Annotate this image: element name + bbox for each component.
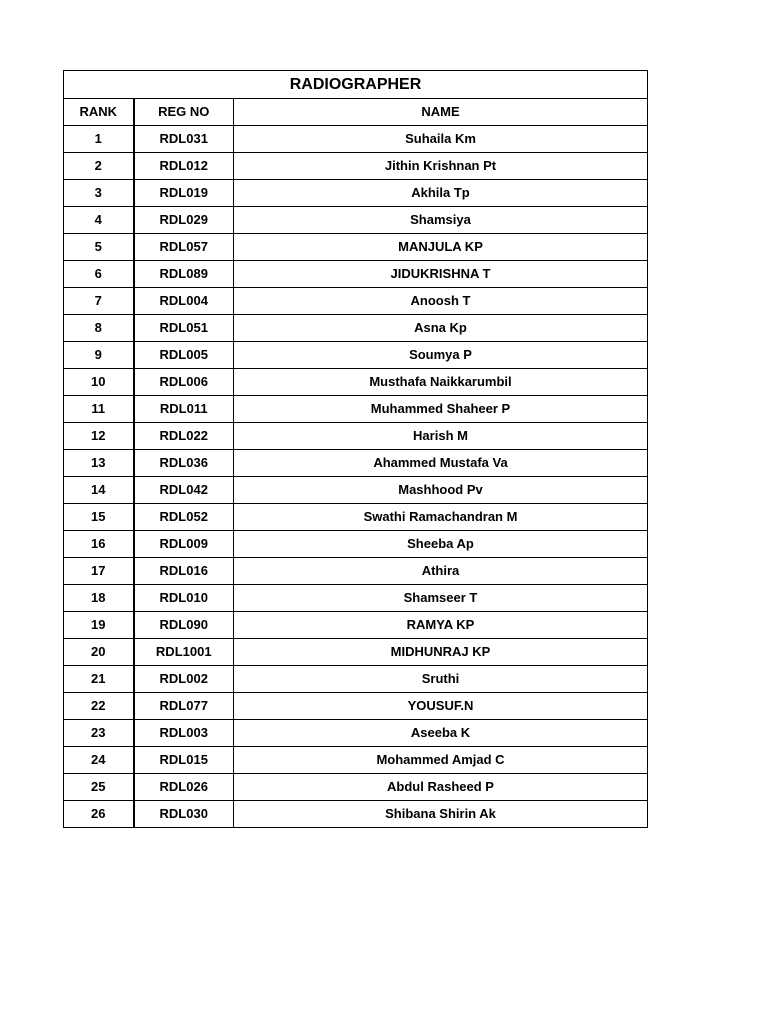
name-cell: Shamseer T: [234, 585, 648, 612]
rank-cell: 10: [64, 369, 134, 396]
reg-no-cell: RDL036: [134, 450, 234, 477]
reg-no-cell: RDL015: [134, 747, 234, 774]
reg-no-cell: RDL006: [134, 369, 234, 396]
reg-no-cell: RDL003: [134, 720, 234, 747]
name-cell: Aseeba K: [234, 720, 648, 747]
name-cell: MANJULA KP: [234, 234, 648, 261]
reg-no-cell: RDL089: [134, 261, 234, 288]
reg-no-cell: RDL042: [134, 477, 234, 504]
table-row: [64, 801, 648, 828]
rank-cell: 5: [64, 234, 134, 261]
reg-no-cell: RDL052: [134, 504, 234, 531]
reg-no-cell: RDL051: [134, 315, 234, 342]
rank-cell: 4: [64, 207, 134, 234]
table-row: [64, 180, 648, 207]
reg-no-cell: RDL010: [134, 585, 234, 612]
rank-cell: 22: [64, 693, 134, 720]
reg-no-cell: RDL019: [134, 180, 234, 207]
rank-cell: 25: [64, 774, 134, 801]
table-row: [64, 396, 648, 423]
reg-no-cell: RDL002: [134, 666, 234, 693]
rank-cell: 6: [64, 261, 134, 288]
rank-cell: 18: [64, 585, 134, 612]
table-row: [64, 639, 648, 666]
reg-no-cell: RDL005: [134, 342, 234, 369]
rank-cell: 26: [64, 801, 134, 828]
table-row: [64, 693, 648, 720]
name-cell: Asna Kp: [234, 315, 648, 342]
rank-cell: 12: [64, 423, 134, 450]
table-row: [64, 261, 648, 288]
name-cell: Harish M: [234, 423, 648, 450]
table-row: [64, 531, 648, 558]
name-cell: Swathi Ramachandran M: [234, 504, 648, 531]
table-title: RADIOGRAPHER: [64, 71, 648, 99]
rank-cell: 13: [64, 450, 134, 477]
table-row: [64, 153, 648, 180]
table-row: [64, 774, 648, 801]
reg-no-cell: RDL016: [134, 558, 234, 585]
table-row: [64, 342, 648, 369]
table-row: [64, 612, 648, 639]
reg-no-cell: RDL077: [134, 693, 234, 720]
reg-no-cell: RDL031: [134, 126, 234, 153]
name-cell: Muhammed Shaheer P: [234, 396, 648, 423]
rank-cell: 7: [64, 288, 134, 315]
reg-no-cell: RDL022: [134, 423, 234, 450]
rank-cell: 3: [64, 180, 134, 207]
name-cell: Jithin Krishnan Pt: [234, 153, 648, 180]
rank-cell: 17: [64, 558, 134, 585]
table-row: [64, 477, 648, 504]
reg-no-cell: RDL004: [134, 288, 234, 315]
rank-cell: 23: [64, 720, 134, 747]
table-row: [64, 315, 648, 342]
table-row: [64, 369, 648, 396]
radiographer-rank-table: [63, 70, 648, 828]
name-cell: Mashhood Pv: [234, 477, 648, 504]
name-cell: Mohammed Amjad C: [234, 747, 648, 774]
name-cell: Anoosh T: [234, 288, 648, 315]
reg-no-cell: RDL1001: [134, 639, 234, 666]
reg-no-cell: RDL057: [134, 234, 234, 261]
table-row: [64, 234, 648, 261]
name-cell: Ahammed Mustafa Va: [234, 450, 648, 477]
reg-no-cell: RDL012: [134, 153, 234, 180]
table-row: [64, 558, 648, 585]
table-row: [64, 126, 648, 153]
rank-cell: 21: [64, 666, 134, 693]
reg-no-cell: RDL090: [134, 612, 234, 639]
table-body: [64, 126, 648, 828]
name-cell: Athira: [234, 558, 648, 585]
reg-no-cell: RDL011: [134, 396, 234, 423]
name-cell: Shibana Shirin Ak: [234, 801, 648, 828]
rank-column-header: RANK: [64, 99, 134, 126]
reg-no-cell: RDL009: [134, 531, 234, 558]
name-cell: Sruthi: [234, 666, 648, 693]
name-cell: Musthafa Naikkarumbil: [234, 369, 648, 396]
rank-cell: 1: [64, 126, 134, 153]
name-cell: Shamsiya: [234, 207, 648, 234]
table-row: [64, 288, 648, 315]
name-cell: Suhaila Km: [234, 126, 648, 153]
reg-no-column-header: REG NO: [134, 99, 234, 126]
rank-cell: 16: [64, 531, 134, 558]
name-column-header: NAME: [234, 99, 648, 126]
table-row: [64, 747, 648, 774]
table-row: [64, 720, 648, 747]
name-cell: Sheeba Ap: [234, 531, 648, 558]
reg-no-cell: RDL030: [134, 801, 234, 828]
table-row: [64, 450, 648, 477]
rank-cell: 14: [64, 477, 134, 504]
table-header-row: [64, 99, 648, 126]
name-cell: MIDHUNRAJ KP: [234, 639, 648, 666]
rank-cell: 9: [64, 342, 134, 369]
rank-cell: 11: [64, 396, 134, 423]
table-title-row: [64, 71, 648, 99]
reg-no-cell: RDL026: [134, 774, 234, 801]
name-cell: YOUSUF.N: [234, 693, 648, 720]
rank-cell: 2: [64, 153, 134, 180]
rank-cell: 8: [64, 315, 134, 342]
name-cell: RAMYA KP: [234, 612, 648, 639]
table-row: [64, 666, 648, 693]
reg-no-cell: RDL029: [134, 207, 234, 234]
rank-cell: 15: [64, 504, 134, 531]
rank-cell: 20: [64, 639, 134, 666]
name-cell: JIDUKRISHNA T: [234, 261, 648, 288]
table-row: [64, 423, 648, 450]
rank-cell: 24: [64, 747, 134, 774]
rank-cell: 19: [64, 612, 134, 639]
table-row: [64, 585, 648, 612]
name-cell: Abdul Rasheed P: [234, 774, 648, 801]
table-row: [64, 207, 648, 234]
table-row: [64, 504, 648, 531]
name-cell: Akhila Tp: [234, 180, 648, 207]
name-cell: Soumya P: [234, 342, 648, 369]
